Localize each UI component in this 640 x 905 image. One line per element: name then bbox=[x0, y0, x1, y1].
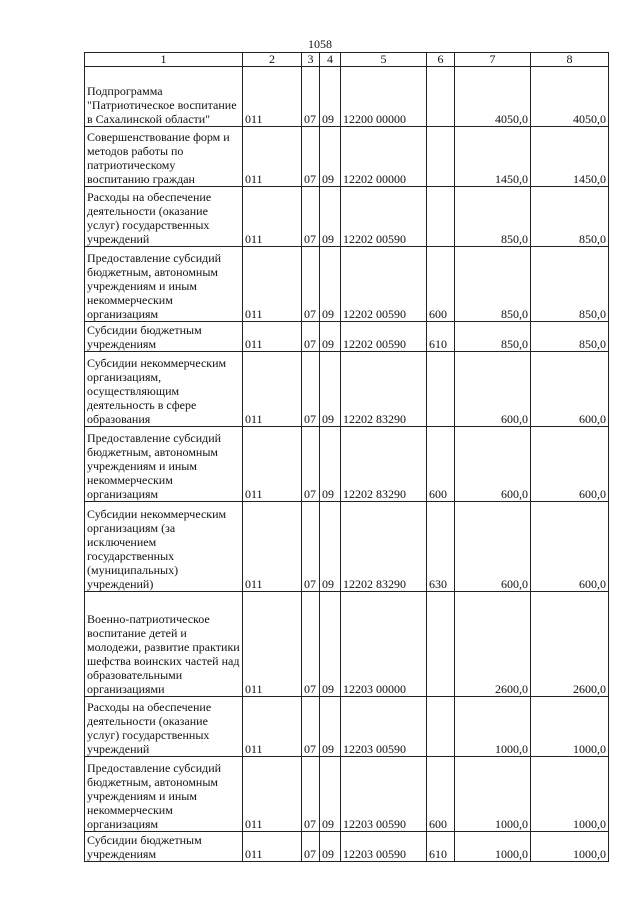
row-subsection-cell: 09 bbox=[320, 757, 341, 832]
row-target-article-cell: 12203 00590 bbox=[341, 697, 427, 757]
row-admin-code-cell: 011 bbox=[243, 502, 302, 592]
table-row bbox=[85, 697, 609, 757]
row-amount-col8-cell: 2600,0 bbox=[531, 592, 609, 697]
row-expense-type-cell bbox=[427, 67, 455, 127]
row-name-cell: Субсидии бюджетным учреждениям bbox=[85, 832, 243, 862]
header-cell: 4 bbox=[320, 53, 341, 67]
row-subsection-cell: 09 bbox=[320, 247, 341, 322]
table-row bbox=[85, 322, 609, 352]
row-target-article-cell: 12202 00590 bbox=[341, 187, 427, 247]
row-amount-col7-cell: 600,0 bbox=[455, 502, 531, 592]
row-section-cell: 07 bbox=[302, 697, 320, 757]
row-expense-type-cell: 600 bbox=[427, 427, 455, 502]
header-cell: 3 bbox=[302, 53, 320, 67]
table-row bbox=[85, 592, 609, 697]
row-section-cell: 07 bbox=[302, 502, 320, 592]
table-row bbox=[85, 352, 609, 427]
row-amount-col8-cell: 600,0 bbox=[531, 352, 609, 427]
row-subsection-cell: 09 bbox=[320, 127, 341, 187]
row-name-cell: Подпрограмма "Патриотическое воспитание в Сахалинской области" bbox=[85, 67, 243, 127]
row-admin-code-cell: 011 bbox=[243, 67, 302, 127]
row-amount-col8-cell: 4050,0 bbox=[531, 67, 609, 127]
row-expense-type-cell bbox=[427, 187, 455, 247]
row-amount-col8-cell: 1000,0 bbox=[531, 832, 609, 862]
row-amount-col7-cell: 2600,0 bbox=[455, 592, 531, 697]
row-amount-col8-cell: 850,0 bbox=[531, 187, 609, 247]
row-subsection-cell: 09 bbox=[320, 352, 341, 427]
table-row bbox=[85, 757, 609, 832]
row-section-cell: 07 bbox=[302, 247, 320, 322]
row-name-cell: Военно-патриотическое воспитание детей и молодежи, развитие практики шефства воинских частей над образовательными организациями bbox=[85, 592, 243, 697]
row-admin-code-cell: 011 bbox=[243, 427, 302, 502]
header-cell: 1 bbox=[85, 53, 243, 67]
row-name-cell: Расходы на обеспечение деятельности (оказание услуг) государственных учреждений bbox=[85, 187, 243, 247]
row-amount-col8-cell: 850,0 bbox=[531, 322, 609, 352]
header-cell: 8 bbox=[531, 53, 609, 67]
row-admin-code-cell: 011 bbox=[243, 187, 302, 247]
table-row bbox=[85, 502, 609, 592]
row-amount-col7-cell: 850,0 bbox=[455, 187, 531, 247]
row-subsection-cell: 09 bbox=[320, 322, 341, 352]
row-target-article-cell: 12203 00590 bbox=[341, 832, 427, 862]
row-admin-code-cell: 011 bbox=[243, 352, 302, 427]
row-expense-type-cell bbox=[427, 127, 455, 187]
row-target-article-cell: 12202 83290 bbox=[341, 502, 427, 592]
row-target-article-cell: 12202 00590 bbox=[341, 322, 427, 352]
header-cell: 2 bbox=[243, 53, 302, 67]
row-name-cell: Предоставление субсидий бюджетным, автономным учреждениям и иным некоммерческим организациям bbox=[85, 757, 243, 832]
row-target-article-cell: 12202 00590 bbox=[341, 247, 427, 322]
row-admin-code-cell: 011 bbox=[243, 592, 302, 697]
row-section-cell: 07 bbox=[302, 127, 320, 187]
row-amount-col7-cell: 1000,0 bbox=[455, 832, 531, 862]
row-subsection-cell: 09 bbox=[320, 427, 341, 502]
row-expense-type-cell bbox=[427, 352, 455, 427]
row-amount-col7-cell: 850,0 bbox=[455, 247, 531, 322]
row-amount-col8-cell: 1000,0 bbox=[531, 697, 609, 757]
row-expense-type-cell: 630 bbox=[427, 502, 455, 592]
table-row bbox=[85, 67, 609, 127]
row-amount-col8-cell: 1450,0 bbox=[531, 127, 609, 187]
row-expense-type-cell: 610 bbox=[427, 832, 455, 862]
row-expense-type-cell bbox=[427, 697, 455, 757]
row-target-article-cell: 12202 83290 bbox=[341, 427, 427, 502]
budget-table bbox=[84, 52, 609, 862]
row-admin-code-cell: 011 bbox=[243, 322, 302, 352]
row-subsection-cell: 09 bbox=[320, 832, 341, 862]
row-section-cell: 07 bbox=[302, 322, 320, 352]
row-amount-col7-cell: 1000,0 bbox=[455, 757, 531, 832]
row-amount-col7-cell: 1000,0 bbox=[455, 697, 531, 757]
table-row bbox=[85, 832, 609, 862]
row-subsection-cell: 09 bbox=[320, 67, 341, 127]
row-name-cell: Предоставление субсидий бюджетным, автономным учреждениям и иным некоммерческим организациям bbox=[85, 427, 243, 502]
row-section-cell: 07 bbox=[302, 757, 320, 832]
row-name-cell: Расходы на обеспечение деятельности (оказание услуг) государственных учреждений bbox=[85, 697, 243, 757]
row-amount-col8-cell: 600,0 bbox=[531, 502, 609, 592]
row-amount-col8-cell: 850,0 bbox=[531, 247, 609, 322]
row-amount-col8-cell: 600,0 bbox=[531, 427, 609, 502]
row-admin-code-cell: 011 bbox=[243, 757, 302, 832]
row-name-cell: Совершенствование форм и методов работы по патриотическому воспитанию граждан bbox=[85, 127, 243, 187]
row-amount-col7-cell: 4050,0 bbox=[455, 67, 531, 127]
row-expense-type-cell: 600 bbox=[427, 757, 455, 832]
row-admin-code-cell: 011 bbox=[243, 127, 302, 187]
row-expense-type-cell: 600 bbox=[427, 247, 455, 322]
row-target-article-cell: 12202 00000 bbox=[341, 127, 427, 187]
row-amount-col7-cell: 1450,0 bbox=[455, 127, 531, 187]
row-amount-col7-cell: 600,0 bbox=[455, 352, 531, 427]
row-name-cell: Предоставление субсидий бюджетным, автономным учреждениям и иным некоммерческим организациям bbox=[85, 247, 243, 322]
row-section-cell: 07 bbox=[302, 592, 320, 697]
table-row bbox=[85, 427, 609, 502]
table-header-row bbox=[85, 53, 609, 67]
row-section-cell: 07 bbox=[302, 832, 320, 862]
row-admin-code-cell: 011 bbox=[243, 832, 302, 862]
row-amount-col7-cell: 600,0 bbox=[455, 427, 531, 502]
row-name-cell: Субсидии некоммерческим организациям (за исключением государственных (муниципальных) учреждений) bbox=[85, 502, 243, 592]
row-target-article-cell: 12203 00000 bbox=[341, 592, 427, 697]
row-name-cell: Субсидии бюджетным учреждениям bbox=[85, 322, 243, 352]
header-cell: 5 bbox=[341, 53, 427, 67]
table-row bbox=[85, 127, 609, 187]
header-cell: 6 bbox=[427, 53, 455, 67]
page-number: 1058 bbox=[308, 37, 332, 51]
row-admin-code-cell: 011 bbox=[243, 247, 302, 322]
row-amount-col8-cell: 1000,0 bbox=[531, 757, 609, 832]
row-subsection-cell: 09 bbox=[320, 592, 341, 697]
row-amount-col7-cell: 850,0 bbox=[455, 322, 531, 352]
row-section-cell: 07 bbox=[302, 352, 320, 427]
row-expense-type-cell: 610 bbox=[427, 322, 455, 352]
row-expense-type-cell bbox=[427, 592, 455, 697]
table-row bbox=[85, 187, 609, 247]
row-section-cell: 07 bbox=[302, 67, 320, 127]
row-subsection-cell: 09 bbox=[320, 502, 341, 592]
row-target-article-cell: 12203 00590 bbox=[341, 757, 427, 832]
row-admin-code-cell: 011 bbox=[243, 697, 302, 757]
row-subsection-cell: 09 bbox=[320, 187, 341, 247]
row-subsection-cell: 09 bbox=[320, 697, 341, 757]
row-section-cell: 07 bbox=[302, 187, 320, 247]
table-row bbox=[85, 247, 609, 322]
row-section-cell: 07 bbox=[302, 427, 320, 502]
row-target-article-cell: 12200 00000 bbox=[341, 67, 427, 127]
row-target-article-cell: 12202 83290 bbox=[341, 352, 427, 427]
row-name-cell: Субсидии некоммерческим организациям, осуществляющим деятельность в сфере образования bbox=[85, 352, 243, 427]
header-cell: 7 bbox=[455, 53, 531, 67]
